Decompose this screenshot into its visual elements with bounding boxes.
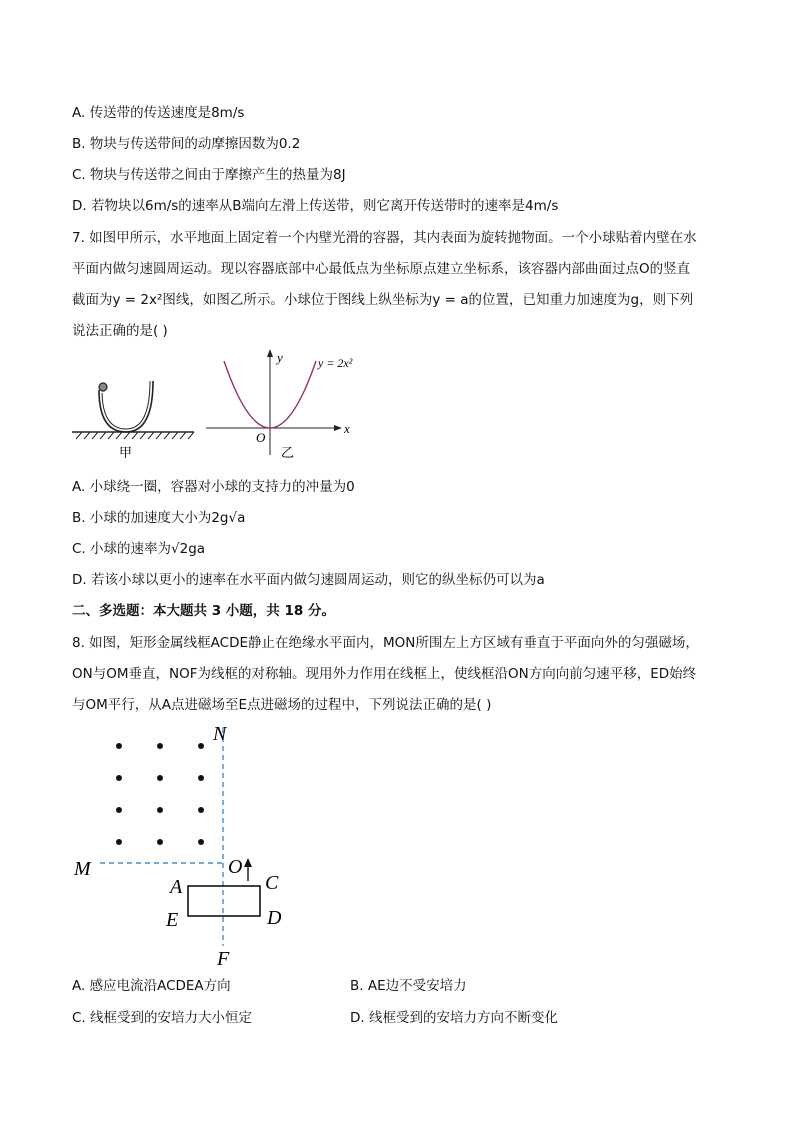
q8-figure	[66, 718, 306, 968]
label-yi: 乙	[281, 445, 295, 460]
label-M: M	[74, 858, 91, 880]
q7-figure-jia	[72, 381, 194, 460]
q7-stem-line-3: 截面为y = 2x²图线，如图乙所示。小球位于图线上纵坐标为y = a的位置，已知重力加速度为g，则下列	[72, 292, 694, 308]
q7-option-b: B. 小球的加速度大小为2g√a	[72, 510, 246, 526]
container-inner-wall	[102, 381, 150, 429]
label-O: O	[228, 856, 243, 878]
label-C: C	[265, 872, 279, 894]
q8-option-a: A. 感应电流沿ACDEA方向	[72, 978, 231, 994]
q7-figure-yi	[206, 349, 353, 460]
label-jia: 甲	[119, 445, 133, 460]
label-A: A	[170, 876, 183, 898]
section-heading-multiple-choice: 二、多选题：本大题共 3 小题，共 18 分。	[72, 603, 335, 619]
q6-option-a: A. 传送带的传送速度是8m/s	[72, 105, 245, 121]
q8-stem-line-2: ON与OM垂直，NOF为线框的对称轴。现用外力作用在线框上，使线框沿ON方向向前匀速平移，ED始终	[72, 666, 697, 682]
q7-stem-line-4: 说法正确的是( )	[72, 323, 168, 339]
label-curve-equation: y = 2x²	[318, 356, 353, 370]
q7-option-d: D. 若该小球以更小的速率在水平面内做匀速圆周运动，则它的纵坐标仍可以为a	[72, 572, 545, 588]
label-origin: O	[256, 430, 266, 445]
label-x-axis: x	[344, 421, 350, 436]
q8-option-b: B. AE边不受安培力	[350, 978, 467, 994]
q6-option-b: B. 物块与传送带间的动摩擦因数为0.2	[72, 136, 301, 152]
magnetic-field-dots	[116, 743, 204, 845]
q7-stem-line-1: 7. 如图甲所示，水平地面上固定着一个内壁光滑的容器，其内表面为旋转抛物面。一个小球贴着内壁在水	[72, 230, 697, 246]
rectangular-coil	[188, 886, 260, 916]
q8-stem-line-3: 与OM平行，从A点进磁场至E点进磁场的过程中，下列说法正确的是( )	[72, 697, 492, 713]
label-N: N	[213, 723, 227, 745]
q8-option-c: C. 线框受到的安培力大小恒定	[72, 1010, 253, 1026]
q7-option-c: C. 小球的速率为√2ga	[72, 541, 206, 557]
q6-option-c: C. 物块与传送带之间由于摩擦产生的热量为8J	[72, 167, 346, 183]
label-y-axis: y	[277, 350, 283, 365]
label-E: E	[166, 909, 179, 931]
q7-figure	[66, 345, 366, 465]
q7-option-a: A. 小球绕一圈，容器对小球的支持力的冲量为0	[72, 479, 355, 495]
q7-stem-line-2: 平面内做匀速圆周运动。现以容器底部中心最低点为坐标原点建立坐标系，该容器内部曲面过点O的竖直	[72, 261, 691, 277]
q8-stem-line-1: 8. 如图，矩形金属线框ACDE静止在绝缘水平面内，MON所围左上方区域有垂直于平面向外的匀强磁场，	[72, 635, 699, 651]
ball	[99, 383, 107, 391]
label-D: D	[267, 907, 282, 929]
label-F: F	[217, 948, 230, 968]
q6-option-d: D. 若物块以6m/s的速率从B端向左滑上传送带，则它离开传送带时的速率是4m/s	[72, 198, 559, 214]
q8-option-d: D. 线框受到的安培力方向不断变化	[350, 1010, 558, 1026]
